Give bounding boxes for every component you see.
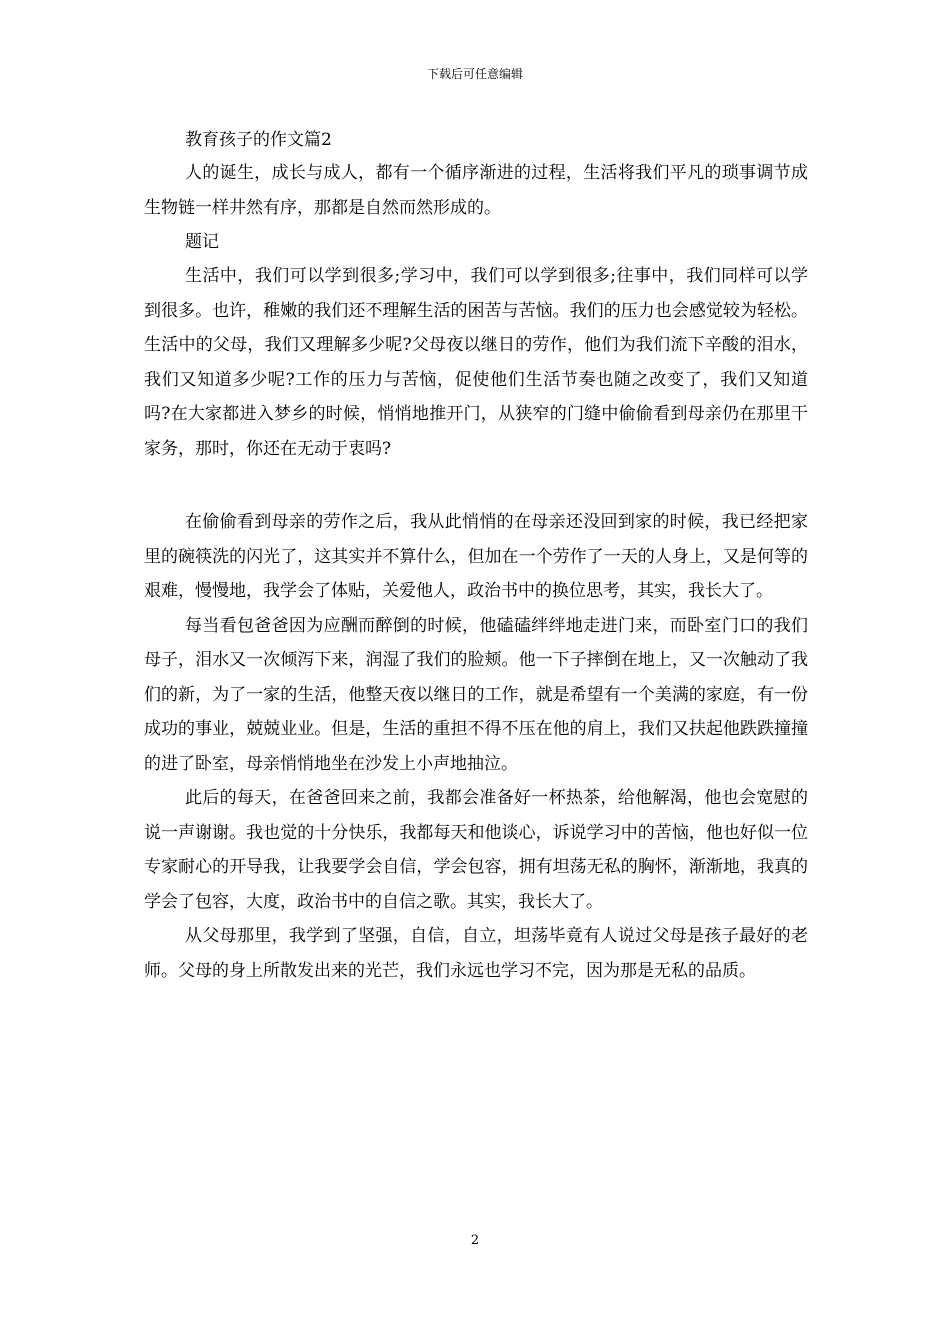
- paragraph-intro: 人的诞生，成长与成人，都有一个循序渐进的过程，生活将我们平凡的琐事调节成生物链一样井然有序，那都是自然而然形成的。: [144, 163, 808, 218]
- paragraph-life-learning: 生活中，我们可以学到很多;学习中，我们可以学到很多;往事中，我们同样可以学到很多。也许，稚嫩的我们还不理解生活的困苦与苦恼。我们的压力也会感觉较为轻松。生活中的父母，我们又理解多少呢?父母夜以继日的劳作，他们为我们流下辛酸的泪水，我们又知道多少呢?工作的压力与苦恼，促使他们生活节奏也随之改变了，我们又知道吗?在大家都进入梦乡的时候，悄悄地推开门，从狭窄的门缝中偷偷看到母亲仍在那里干家务，那时，你还在无动于衷吗?: [144, 266, 808, 459]
- paragraph-father-drunk: 每当看包爸爸因为应酬而醉倒的时候，他磕磕绊绊地走进门来，而卧室门口的我们母子，泪水又一次倾泻下来，润湿了我们的脸颊。他一下子摔倒在地上，又一次触动了我们的新，为了一家的生活，他整天夜以继日的工作，就是希望有一个美满的家庭，有一份成功的事业，兢兢业业。但是，生活的重担不得不压在他的肩上，我们又扶起他跌跌撞撞的进了卧室，母亲悄悄地坐在沙发上小声地抽泣。: [144, 615, 808, 774]
- document-title: 教育孩子的作文篇2: [185, 130, 332, 150]
- paragraph-conclusion: 从父母那里，我学到了坚强，自信，自立，坦荡毕竟有人说过父母是孩子最好的老师。父母的身上所散发出来的光芒，我们永远也学习不完，因为那是无私的品质。: [144, 926, 808, 981]
- paragraph-gap: [144, 466, 808, 505]
- page-header: 下载后可任意编辑: [426, 67, 523, 81]
- subtitle-epigraph: 题记: [185, 232, 219, 252]
- paragraph-every-day: 此后的每天，在爸爸回来之前，我都会准备好一杯热茶，给他解渴，他也会宽慰的说一声谢谢。我也觉的十分快乐，我都每天和他谈心，诉说学习中的苦恼，他也好似一位专家耐心的开导我，让我要学会自信，学会包容，拥有坦荡无私的胸怀，渐渐地，我真的学会了包容，大度，政治书中的自信之歌。其实，我长大了。: [144, 788, 808, 912]
- paragraph-mother-work: 在偷偷看到母亲的劳作之后，我从此悄悄的在母亲还没回到家的时候，我已经把家里的碗筷洗的闪光了，这其实并不算什么，但加在一个劳作了一天的人身上，又是何等的艰难，慢慢地，我学会了体贴，关爱他人，政治书中的换位思考，其实，我长大了。: [144, 512, 808, 601]
- document-body: [144, 124, 808, 988]
- page-number: 2: [470, 1233, 480, 1248]
